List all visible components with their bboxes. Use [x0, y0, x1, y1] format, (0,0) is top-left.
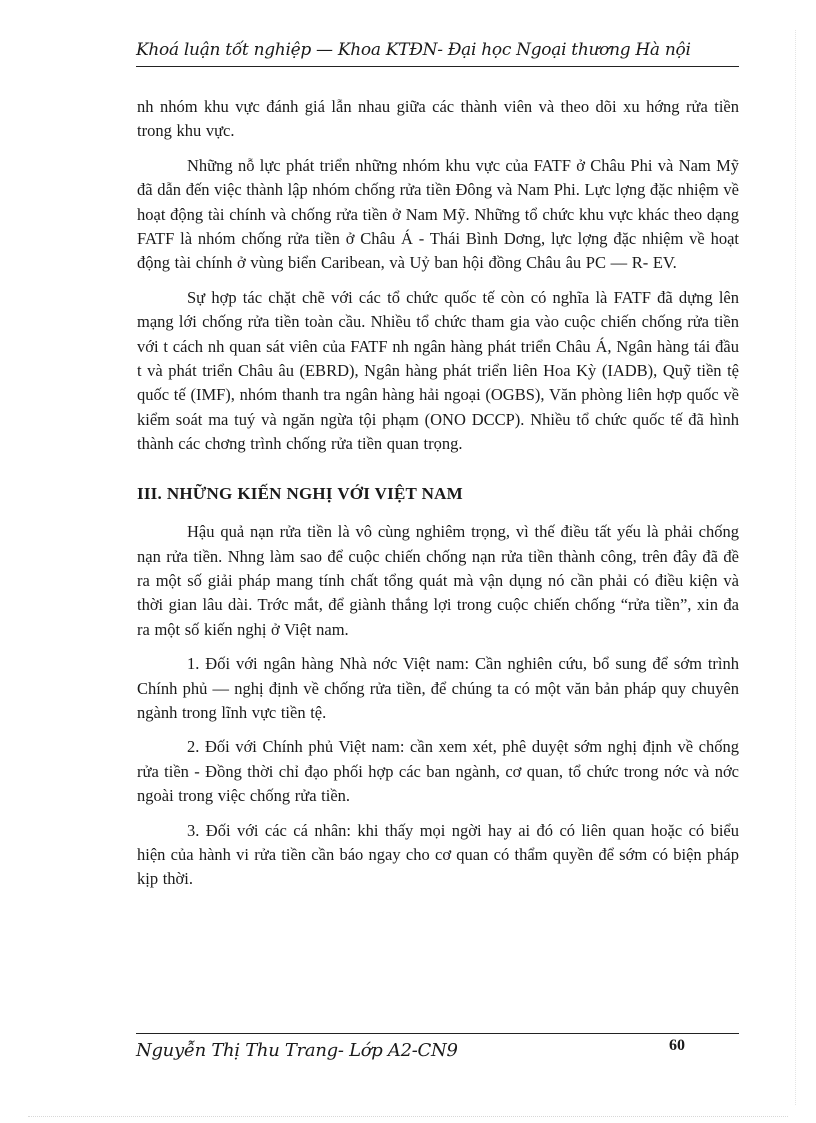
footer-divider [136, 1033, 739, 1034]
page-edge-right [795, 30, 796, 1105]
document-body [137, 95, 739, 902]
paragraph: nh nhóm khu vực đánh giá lẫn nhau giữa các thành viên và theo dõi xu hớng rửa tiền trong khu vực. [137, 97, 739, 141]
paragraph: Sự hợp tác chặt chẽ với các tổ chức quốc tế còn có nghĩa là FATF đã dựng lên mạng lới chống rửa tiền toàn cầu. Nhiều tổ chức tham gia vào cuộc chiến chống rửa tiền với t cách nh quan sát viên của FATF nh ngân hàng phát triển Châu Á, Ngân hàng tái đầu t và phát triển Châu âu (EBRD), Ngân hàng phát triển liên Hoa Kỳ (IADB), Quỹ tiền tệ quốc tế (IMF), nhóm thanh tra ngân hàng hải ngoại (OGBS), Văn phòng liên hợp quốc về kiểm soát ma tuý và ngăn ngừa tội phạm (ONO DCCP). Nhiều tổ chức quốc tế đã hình thành các chơng trình chống rửa tiền quan trọng. [137, 287, 739, 454]
section-heading: III. NHỮNG KIẾN NGHỊ VỚI VIỆT NAM [137, 483, 463, 503]
recommendation-item: 3. Đối với các cá nhân: khi thấy mọi ngời hay ai đó có liên quan hoặc có biểu hiện của hành vi rửa tiền cần báo ngay cho cơ quan có thẩm quyền để sớm có biện pháp kịp thời. [137, 820, 739, 889]
recommendation-item: 1. Đối với ngân hàng Nhà nớc Việt nam: Cần nghiên cứu, bổ sung để sớm trình Chính phủ — nghị định về chống rửa tiền, để chúng ta có một văn bản pháp quy chuyên ngành trong lĩnh vực tiền tệ. [137, 654, 739, 722]
recommendation-item: 2. Đối với Chính phủ Việt nam: cần xem xét, phê duyệt sớm nghị định về chống rửa tiền - Đồng thời chỉ đạo phối hợp các ban ngành, cơ quan, tổ chức trong nớc và nớc ngoài trong việc chống rửa tiền. [137, 737, 739, 806]
paragraph: Những nỗ lực phát triển những nhóm khu vực của FATF ở Châu Phi và Nam Mỹ đã dẫn đến việc thành lập nhóm chống rửa tiền Đông và Nam Phi. Lực lợng đặc nhiệm về hoạt động tài chính và chống rửa tiền ở Nam Mỹ. Những tổ chức khu vực khác theo dạng FATF là nhóm chống rửa tiền ở Châu Á - Thái Bình Dơng, lực lợng đặc nhiệm về hoạt động tài chính ở vùng biển Caribean, và Uỷ ban hội đồng Châu âu PC — R- EV. [137, 155, 739, 273]
page-edge-bottom [28, 1116, 788, 1117]
footer-author: Nguyễn Thị Thu Trang- Lớp A2-CN9 [136, 1040, 458, 1061]
page-header: Khoá luận tốt nghiệp — Khoa KTĐN- Đại học Ngoại thương Hà nội [136, 40, 691, 60]
page-number: 60 [669, 1037, 685, 1054]
header-divider [136, 66, 739, 67]
paragraph: Hậu quả nạn rửa tiền là vô cùng nghiêm trọng, vì thế điều tất yếu là phải chống nạn rửa tiền. Nhng làm sao để cuộc chiến chống nạn rửa tiền thành công, trên đây đã đề ra một số giải pháp mang tính chất tổng quát mà vận dụng nó cần phải có điều kiện và thời gian lâu dài. Trớc mắt, để giành thắng lợi trong cuộc chiến chống “rửa tiền”, xin đa ra một số kiến nghị ở Việt nam. [137, 522, 739, 639]
